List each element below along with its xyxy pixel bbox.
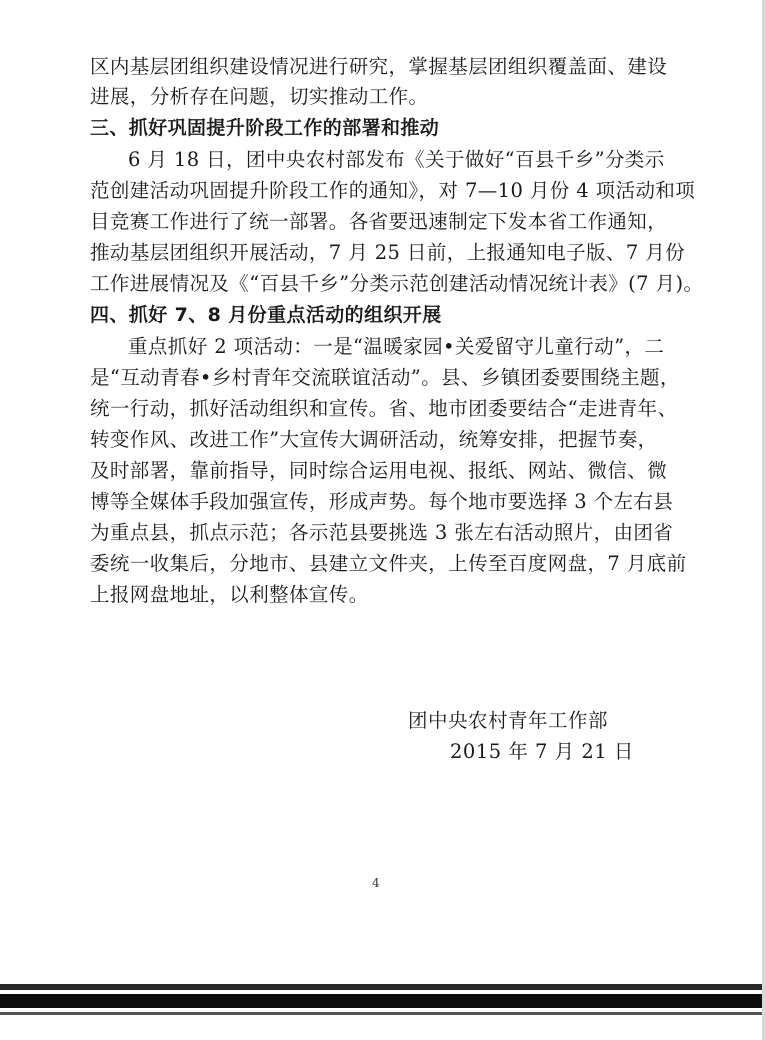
paragraph-line: 工作进展情况及《“百县千乡”分类示范创建活动情况统计表》(7 月)。: [90, 272, 704, 295]
paragraph-line: 博等全媒体手段加强宣传，形成声势。每个地市要选择 3 个左右县: [90, 490, 674, 513]
scan-border-bar: [0, 994, 765, 1008]
paragraph-line: 进展，分析存在问题，切实推动工作。: [90, 85, 429, 108]
scan-border-bar: [0, 984, 765, 990]
paragraph-line: 转变作风、改进工作”大宣传大调研活动，统筹安排，把握节奏，: [90, 428, 658, 451]
scan-border-bar: [0, 1012, 765, 1015]
paragraph-line: 6 月 18 日，团中央农村部发布《关于做好“百县千乡”分类示: [128, 148, 665, 171]
paragraph-line: 目竞赛工作进行了统一部署。各省要迅速制定下发本省工作通知，: [90, 210, 668, 233]
paragraph-line: 统一行动，抓好活动组织和宣传。省、地市团委要结合“走进青年、: [90, 397, 678, 420]
paragraph-line: 范创建活动巩固提升阶段工作的通知》，对 7—10 月份 4 项活动和项: [90, 179, 696, 202]
signature-date: 2015 年 7 月 21 日: [450, 740, 634, 763]
page-number: 4: [372, 876, 380, 890]
paragraph-line: 区内基层团组织建设情况进行研究，掌握基层团组织覆盖面、建设: [90, 55, 668, 78]
paragraph-line: 为重点县，抓点示范；各示范县要挑选 3 张左右活动照片，由团省: [90, 521, 674, 544]
paragraph-line: 委统一收集后，分地市、县建立文件夹，上传至百度网盘，7 月底前: [90, 552, 687, 575]
paragraph-line: 重点抓好 2 项活动：一是“温暖家园•关爱留守儿童行动”，二: [128, 335, 665, 358]
section-heading-4: 四、抓好 7、8 月份重点活动的组织开展: [90, 304, 442, 326]
signature-org: 团中央农村青年工作部: [408, 709, 609, 732]
paragraph-line: 上报网盘地址，以利整体宣传。: [90, 583, 369, 606]
section-heading-3: 三、抓好巩固提升阶段工作的部署和推动: [90, 117, 440, 139]
paragraph-line: 及时部署，靠前指导，同时综合运用电视、报纸、网站、微信、微: [90, 459, 668, 482]
paragraph-line: 推动基层团组织开展活动，7 月 25 日前，上报通知电子版、7 月份: [90, 241, 686, 264]
paragraph-line: 是“互动青春•乡村青年交流联谊活动”。县、乡镇团委要围绕主题，: [90, 366, 680, 389]
